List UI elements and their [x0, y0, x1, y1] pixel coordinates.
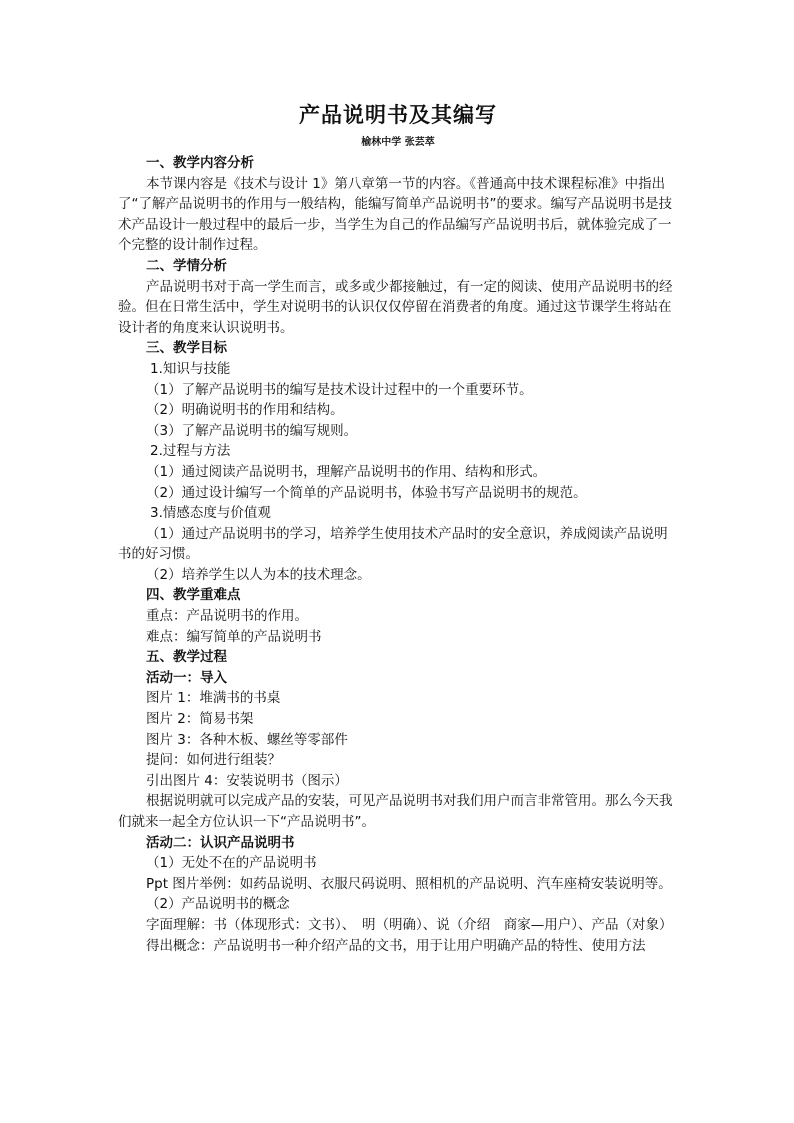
- activity-paragraph: 根据说明就可以完成产品的安装，可见产品说明书对我们用户而言非常管用。那么今天我们就来一起全方位认识一下“产品说明书”。: [118, 793, 673, 830]
- activity-item: 字面理解：书（体现形式：文书）、 明（明确）、说（介绍 商家—用户）、产品（对象）: [146, 916, 673, 933]
- activity-heading-understanding: 活动二：认识产品说明书: [146, 834, 295, 851]
- goal-item: （2）明确说明书的作用和结构。: [146, 402, 344, 419]
- paragraph-content-analysis: 本节课内容是《技术与设计 1》第八章第一节的内容。《普通高中技术课程标准》中指出了“了解产品说明书的作用与一般结构，能编写简单产品说明书”的要求。编写产品说明书是技术产品设计一般过程中的最后一步，当学生为自己的作品编写产品说明书后，就体验完成了一个完整的设计制作过程。: [118, 175, 672, 254]
- activity-item: 提问：如何进行组装？: [146, 752, 281, 769]
- document-author: 榆林中学 张芸萃: [361, 137, 435, 148]
- goal-subheading-attitude: 3.情感态度与价值观: [150, 505, 271, 522]
- goal-item: （3）了解产品说明书的编写规则。: [146, 422, 358, 439]
- activity-item: 图片 1：堆满书的书桌: [146, 690, 281, 707]
- key-point-item: 难点：编写简单的产品说明书: [146, 628, 322, 645]
- activity-item: （2）产品说明书的概念: [146, 896, 290, 913]
- goal-item: （1）了解产品说明书的编写是技术设计过程中的一个重要环节。: [146, 381, 533, 398]
- key-point-item: 重点：产品说明书的作用。: [146, 608, 308, 625]
- section-heading-teaching-goals: 三、教学目标: [146, 340, 227, 357]
- goal-item: （2）培养学生以人为本的技术理念。: [146, 566, 371, 583]
- activity-item: （1）无处不在的产品说明书: [146, 855, 317, 872]
- goal-item: （2）通过设计编写一个简单的产品说明书，体验书写产品说明书的规范。: [146, 484, 587, 501]
- section-heading-content-analysis: 一、教学内容分析: [146, 155, 254, 171]
- activity-item: Ppt 图片举例：如药品说明、衣服尺码说明、照相机的产品说明、汽车座椅安装说明等。: [146, 875, 672, 892]
- activity-item: 得出概念：产品说明书一种介绍产品的文书，用于让用户明确产品的特性、使用方法: [146, 937, 646, 954]
- goal-item: （1）通过产品说明书的学习，培养学生使用技术产品时的安全意识，养成阅读产品说明书的好习惯。: [118, 525, 668, 563]
- section-heading-student-analysis: 二、学情分析: [146, 257, 227, 274]
- activity-item: 图片 2：简易书架: [146, 711, 254, 728]
- activity-item: 图片 3：各种木板、螺丝等零部件: [146, 731, 348, 748]
- goal-subheading-process: 2.过程与方法: [150, 443, 231, 460]
- goal-item: （1）通过阅读产品说明书，理解产品说明书的作用、结构和形式。: [146, 463, 547, 480]
- section-heading-key-points: 四、教学重难点: [146, 587, 241, 604]
- goal-subheading-knowledge: 1.知识与技能: [150, 360, 231, 377]
- document-page: [118, 100, 678, 956]
- paragraph-student-analysis: 产品说明书对于高一学生而言，或多或少都接触过，有一定的阅读、使用产品说明书的经验。但在日常生活中，学生对说明书的认识仅仅停留在消费者的角度。通过这节课学生将站在设计者的角度来认识说明书。: [118, 278, 673, 336]
- activity-item: 引出图片 4：安装说明书（图示）: [146, 772, 348, 789]
- activity-heading-intro: 活动一：导入: [146, 669, 227, 686]
- document-title: 产品说明书及其编写: [299, 102, 497, 127]
- section-heading-teaching-process: 五、教学过程: [146, 649, 227, 666]
